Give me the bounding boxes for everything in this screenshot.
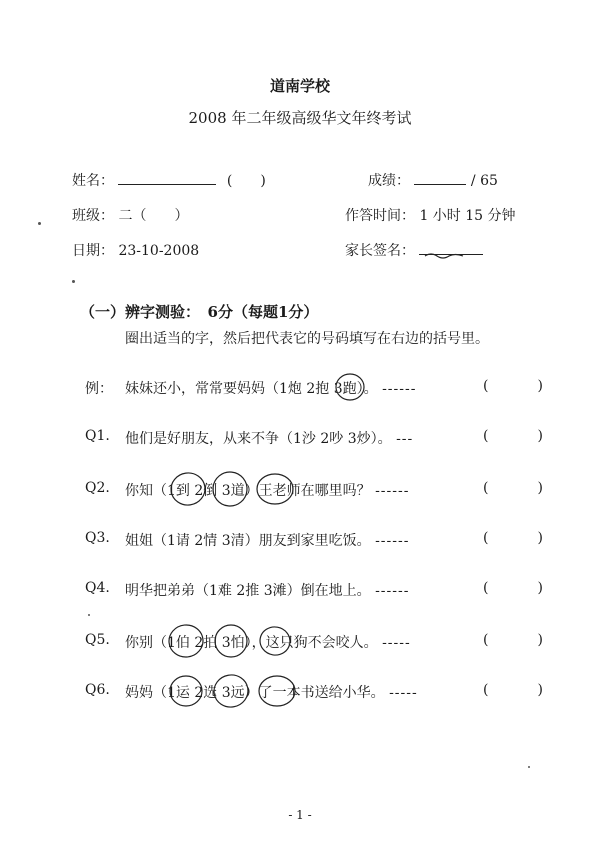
name-paren: ( ) (226, 173, 266, 189)
page-number: - 1 - (288, 808, 312, 822)
bracket-close: ) (537, 632, 543, 648)
score-label: 成绩： (368, 173, 410, 189)
question-dashes: ------ (375, 533, 410, 549)
question-sentence: 姐姐（1请 2情 3清）朋友到家里吃饭。 (125, 533, 371, 549)
name-blank (118, 184, 216, 185)
class-label: 班级： (72, 208, 114, 224)
question-label: Q6. (85, 682, 110, 698)
answer-bracket (483, 682, 543, 698)
bracket-open: ( (483, 580, 489, 596)
class-value: 二（ ） (118, 208, 189, 224)
parent-signature-blank (419, 254, 483, 255)
answer-bracket (483, 580, 543, 596)
date-field (72, 240, 199, 260)
score-total: / 65 (470, 173, 498, 189)
question-text (125, 480, 409, 500)
question-sentence: 他们是好朋友，从来不争（1沙 2吵 3炒）。 (125, 431, 392, 447)
time-field (345, 205, 516, 225)
question-row-q2 (85, 480, 555, 504)
question-label: Q4. (85, 580, 110, 596)
question-label: Q1. (85, 428, 110, 444)
question-label: 例： (85, 381, 113, 397)
bracket-open: ( (483, 480, 489, 496)
section-instruction: 圈出适当的字，然后把代表它的号码填写在右边的括号里。 (125, 331, 489, 347)
question-dashes: --- (396, 431, 414, 447)
answer-bracket (483, 428, 543, 444)
question-sentence: 你知（1到 2倒 3道）王老师在哪里吗？ (125, 483, 371, 499)
parent-signature-label: 家长签名： (345, 243, 415, 259)
answer-bracket (483, 480, 543, 496)
question-row-q6 (85, 682, 555, 706)
score-blank (414, 184, 466, 185)
bracket-close: ) (537, 682, 543, 698)
question-text (125, 428, 413, 448)
bracket-close: ) (537, 428, 543, 444)
question-row-q1 (85, 428, 555, 452)
scan-speck (528, 766, 530, 768)
exam-title: 2008 年二年级高级华文年终考试 (188, 109, 412, 127)
answer-bracket (483, 632, 543, 648)
scan-speck (38, 222, 41, 225)
name-label: 姓名： (72, 173, 114, 189)
question-label: Q2. (85, 480, 110, 496)
school-name: 道南学校 (269, 77, 330, 95)
name-field (72, 170, 266, 190)
score-field (368, 170, 498, 190)
question-text (125, 530, 409, 550)
answer-bracket (483, 530, 543, 546)
scan-speck (88, 614, 90, 616)
question-sentence: 妈妈（1运 2选 3远）了一本书送给小华。 (125, 685, 385, 701)
time-value: 1 小时 15 分钟 (419, 208, 516, 224)
question-row-q5 (85, 632, 555, 656)
scan-speck (72, 280, 75, 283)
question-row-q4 (85, 580, 555, 604)
question-sentence: 明华把弟弟（1难 2推 3滩）倒在地上。 (125, 583, 371, 599)
answer-bracket (483, 378, 543, 394)
bracket-open: ( (483, 378, 489, 394)
question-label: Q3. (85, 530, 110, 546)
question-dashes: ----- (382, 635, 411, 651)
bracket-open: ( (483, 530, 489, 546)
bracket-close: ) (537, 378, 543, 394)
bracket-open: ( (483, 428, 489, 444)
question-text (125, 378, 416, 398)
question-dashes: ------ (375, 583, 410, 599)
date-value: 23-10-2008 (118, 243, 200, 259)
question-text (125, 580, 409, 600)
question-sentence: 你别（1伯 2拍 3怕），这只狗不会咬人。 (125, 635, 378, 651)
bracket-open: ( (483, 632, 489, 648)
date-label: 日期： (72, 243, 114, 259)
time-label: 作答时间： (345, 208, 415, 224)
question-sentence: 妹妹还小，常常要妈妈（1炮 2抱 3跑）。 (125, 381, 378, 397)
question-text (125, 632, 411, 652)
parent-signature-field (345, 240, 483, 260)
question-dashes: ------ (382, 381, 417, 397)
question-dashes: ----- (389, 685, 418, 701)
bracket-open: ( (483, 682, 489, 698)
bracket-close: ) (537, 480, 543, 496)
question-row-example (85, 378, 555, 402)
class-field (72, 205, 188, 225)
section-title: （一）辨字测验： 6分（每题1分） (80, 303, 319, 321)
question-label: Q5. (85, 632, 110, 648)
bracket-close: ) (537, 580, 543, 596)
question-text (125, 682, 418, 702)
bracket-close: ) (537, 530, 543, 546)
question-row-q3 (85, 530, 555, 554)
question-dashes: ------ (375, 483, 410, 499)
